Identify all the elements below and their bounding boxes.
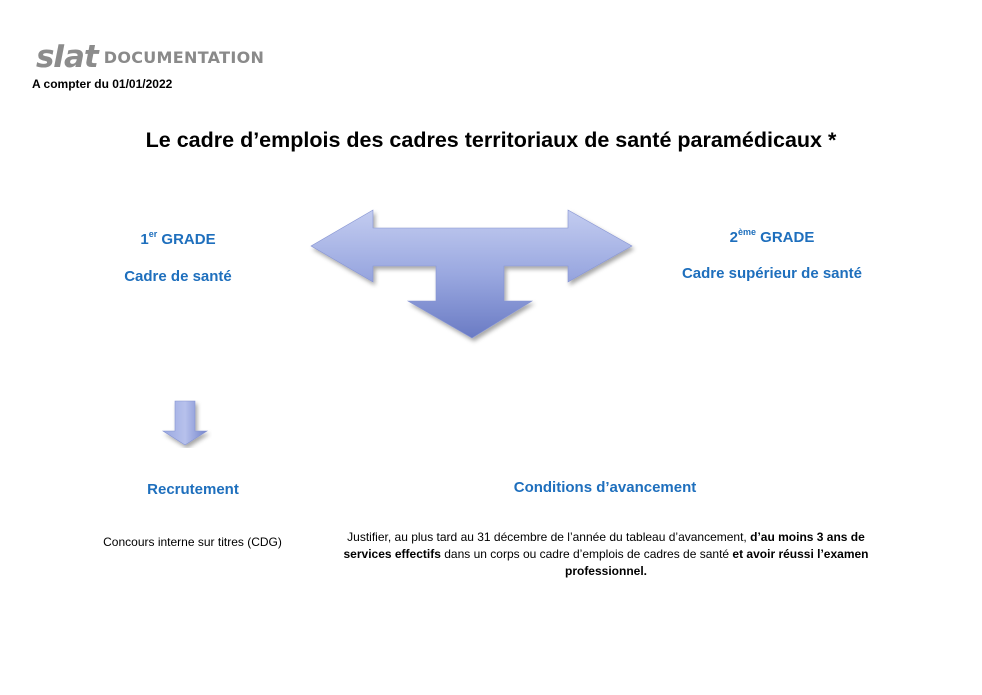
page-title: Le cadre d’emplois des cadres territoriaux de santé paramédicaux * (145, 128, 837, 152)
down-arrow-icon (160, 400, 212, 448)
grade-1-suffix: er (148, 229, 158, 239)
grade-1-name: Cadre de santé (124, 268, 232, 285)
conditions-text-part-2: dans un corps ou cadre d’emplois de cadres de santé (440, 547, 733, 561)
three-way-arrow-icon (308, 208, 638, 348)
conditions-text-part-1: Justifier, au plus tard au 31 décembre de l’année du tableau d’avancement, (347, 530, 751, 544)
conditions-text-bold-2: et avoir réussi l’examen professionnel. (564, 547, 869, 578)
grade-2-number: 2 (729, 229, 738, 246)
conditions-text (325, 529, 887, 580)
recrutement-text: Concours interne sur titres (CDG) (103, 535, 282, 549)
conditions-text-bold-1: d’au moins 3 ans de services effectifs (343, 530, 865, 561)
grade-1-number: 1 (140, 231, 149, 248)
grade-2-word: GRADE (760, 229, 815, 246)
logo-mark: sIat (36, 38, 98, 75)
grade-2-name: Cadre supérieur de santé (681, 265, 863, 282)
logo (36, 40, 264, 74)
effective-date: A compter du 01/01/2022 (32, 77, 173, 91)
logo-word: DOCUMENTATION (103, 47, 265, 67)
recrutement-heading: Recrutement (147, 481, 239, 498)
grade-1-label (58, 231, 298, 248)
conditions-heading: Conditions d’avancement (513, 479, 697, 496)
grade-2-label (652, 229, 892, 246)
grade-2-suffix: ème (737, 227, 756, 237)
grade-1-word: GRADE (161, 231, 216, 248)
